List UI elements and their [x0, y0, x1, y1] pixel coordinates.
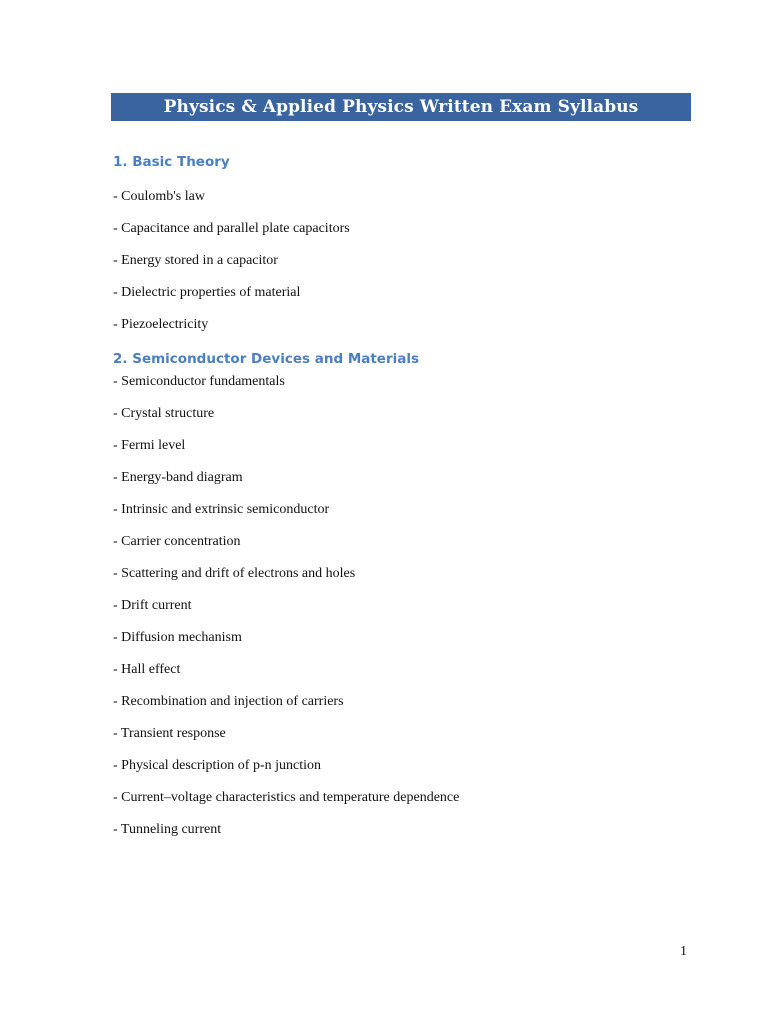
document-title: Physics & Applied Physics Written Exam Syllabus — [163, 97, 639, 117]
list-item: - Dielectric properties of material — [113, 285, 301, 300]
list-item: - Piezoelectricity — [113, 317, 209, 332]
list-item: - Crystal structure — [113, 406, 215, 421]
list-item: - Fermi level — [113, 438, 186, 453]
list-item: - Current–voltage characteristics and temperature dependence — [113, 790, 460, 805]
list-item: - Diffusion mechanism — [113, 630, 242, 645]
title-banner — [111, 93, 691, 121]
list-item: - Hall effect — [113, 662, 181, 677]
semiconductor-list — [113, 366, 459, 846]
list-item: - Drift current — [113, 598, 192, 613]
list-item: - Recombination and injection of carriers — [113, 694, 344, 709]
list-item: - Carrier concentration — [113, 534, 241, 549]
list-item: - Physical description of p-n junction — [113, 758, 322, 773]
basic-theory-list — [113, 181, 350, 341]
list-item: - Intrinsic and extrinsic semiconductor — [113, 502, 330, 517]
list-item: - Coulomb's law — [113, 189, 205, 204]
section-heading-semiconductor: 2. Semiconductor Devices and Materials — [113, 351, 420, 367]
page-number: 1 — [680, 944, 687, 959]
section-heading-basic-theory: 1. Basic Theory — [113, 154, 230, 170]
list-item: - Capacitance and parallel plate capacitors — [113, 221, 350, 236]
list-item: - Semiconductor fundamentals — [113, 374, 285, 389]
list-item: - Tunneling current — [113, 822, 222, 837]
list-item: - Scattering and drift of electrons and holes — [113, 566, 356, 581]
list-item: - Energy-band diagram — [113, 470, 243, 485]
list-item: - Transient response — [113, 726, 226, 741]
list-item: - Energy stored in a capacitor — [113, 253, 278, 268]
